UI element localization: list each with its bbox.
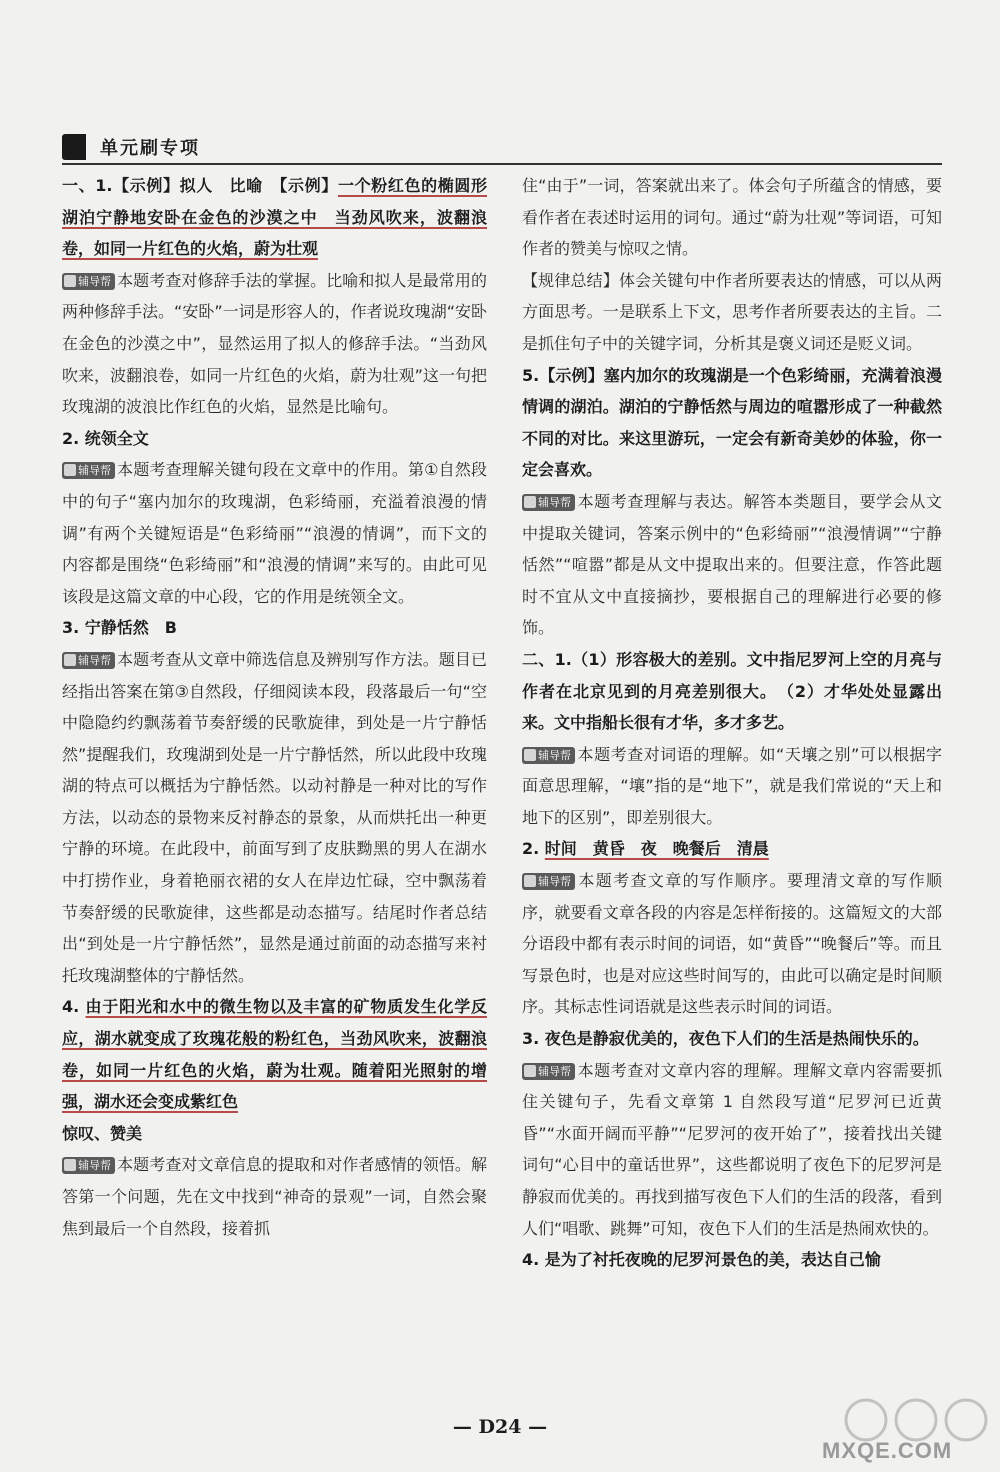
rule-label: 【规律总结】 bbox=[522, 270, 619, 290]
question-number: 4. bbox=[62, 997, 80, 1017]
tutor-icon bbox=[524, 749, 536, 761]
explanation-text: 本题考查对词语的理解。如“天壤之别”可以根据字面意思理解，“壤”指的是“地下”，就是我们常说的“天上和地下的区别”，即差别很大。 bbox=[522, 744, 942, 827]
tutor-tag: 辅导帮 bbox=[62, 652, 115, 669]
explanation-1 bbox=[62, 265, 487, 423]
rule-summary bbox=[522, 265, 942, 360]
answer-s2-1: 二、1.（1）形容极大的差别。文中指尼罗河上空的月亮与作者在北京见到的月亮差别很大。 （2）才华处处显露出来。文中指船长很有才华，多才多艺。 bbox=[522, 649, 942, 733]
left-column bbox=[62, 170, 487, 1244]
explanation-2 bbox=[62, 454, 487, 612]
answer-s2-4: 4. 是为了衬托夜晚的尼罗河景色的美，表达自己愉 bbox=[522, 1250, 881, 1270]
tutor-tag: 辅导帮 bbox=[522, 747, 575, 764]
explanation-text: 本题考查理解与表达。解答本类题目，要学会从文中提取关键词，答案示例中的“色彩绮丽”“浪漫情调”“宁静恬然”“喧嚣”都是从文中提取出来的。但要注意，作答此题时不宜从文中直接摘抄，要根据自己的理解进行必要的修饰。 bbox=[522, 491, 942, 638]
page-number: — D24 — bbox=[452, 1416, 548, 1438]
right-column bbox=[522, 170, 942, 1276]
answer-underlined: 一个粉红色的椭圆形湖泊宁静地安卧在金色的沙漠之中 当劲风吹来，波翻浪卷，如同一片红色的火焰，蔚为壮观 bbox=[62, 176, 487, 259]
rule-text: 体会关键句中作者所要表达的情感，可以从两方面思考。一是联系上下文，思考作者所要表达的主旨。二是抓住句子中的关键字词，分析其是褒义词还是贬义词。 bbox=[522, 270, 942, 353]
tutor-icon bbox=[64, 654, 76, 666]
tutor-icon bbox=[64, 464, 76, 476]
header-marker bbox=[62, 134, 86, 160]
tutor-tag: 辅导帮 bbox=[522, 494, 575, 511]
explanation-text: 本题考查理解关键句段在文章中的作用。第①自然段中的句子“塞内加尔的玫瑰湖，色彩绮丽，充溢着浪漫的情调”有两个关键短语是“色彩绮丽”“浪漫的情调”，而下文的内容都是围绕“色彩绮丽”和“浪漫的情调”来写的。由此可见该段是这篇文章的中心段，它的作用是统领全文。 bbox=[62, 460, 487, 606]
answer-s2-3: 3. 夜色是静寂优美的，夜色下人们的生活是热闹快乐的。 bbox=[522, 1029, 929, 1049]
tutor-tag: 辅导帮 bbox=[62, 273, 115, 290]
question-number: 2. bbox=[522, 839, 540, 859]
tutor-icon bbox=[64, 1159, 76, 1171]
question-number: 一、1. bbox=[62, 176, 113, 195]
explanation-4 bbox=[62, 1149, 487, 1244]
explanation-text: 本题考查从文章中筛选信息及辨别写作方法。题目已经指出答案在第③自然段，仔细阅读本段，段落最后一句“空中隐隐约约飘荡着节奏舒缓的民歌旋律，到处是一片宁静恬然”提醒我们，玫瑰湖到处是一片宁静恬然，所以此段中玫瑰湖的特点可以概括为宁静恬然。以动衬静是一种对比的写作方法，以动态的景物来反衬静态的景象，从而烘托出一种更宁静的环境。在此段中，前面写到了皮肤黝黑的男人在湖水中打捞作业，身着艳丽衣裙的女人在岸边忙碌，空中飘荡着节奏舒缓的民歌旋律，这些都是动态描写。结尾时作者总结出“到处是一片宁静恬然”，显然是通过前面的动态描写来衬托玫瑰湖整体的宁静恬然。 bbox=[62, 649, 487, 985]
explanation-text: 本题考查对文章内容的理解。理解文章内容需要抓住关键句子，先看文章第 1 自然段写道“尼罗河已近黄昏”“水面开阔而平静”“尼罗河的夜开始了”，接着找出关键词句“心目中的童话世界”，这些都说明了夜色下的尼罗河是静寂而优美的。再找到描写夜色下人们的生活的段落，看到人们“唱歌、跳舞”可知，夜色下人们的生活是热闹欢快的。 bbox=[522, 1060, 942, 1238]
explanation-5 bbox=[522, 486, 942, 644]
explanation-4-cont: 住“由于”一词，答案就出来了。体会句子所蕴含的情感，要看作者在表述时运用的词句。通过“蔚为壮观”等词语，可知作者的赞美与惊叹之情。 bbox=[522, 176, 942, 259]
section-title: 单元刷专项 bbox=[100, 138, 200, 159]
tutor-icon bbox=[524, 1065, 536, 1077]
tutor-icon bbox=[524, 496, 536, 508]
explanation-text: 本题考查文章的写作顺序。要理清文章的写作顺序，就要看文章各段的内容是怎样衔接的。这篇短文的大部分语段中都有表示时间的词语，如“黄昏”“晚餐后”等。而且写景色时，也是对应这些时间写的，由此可以确定是时间顺序。其标志性词语就是这些表示时间的词语。 bbox=[522, 871, 942, 1017]
tutor-tag: 辅导帮 bbox=[62, 1157, 115, 1174]
answer-4-emotion: 惊叹、赞美 bbox=[62, 1123, 143, 1143]
answer-5: 5.【示例】塞内加尔的玫瑰湖是一个色彩绮丽，充满着浪漫情调的湖泊。湖泊的宁静恬然与周边的喧嚣形成了一种截然不同的对比。来这里游玩，一定会有新奇美妙的体验，你一定会喜欢。 bbox=[522, 365, 942, 480]
tutor-tag: 辅导帮 bbox=[522, 1063, 575, 1080]
section-header bbox=[62, 134, 200, 160]
answer-4 bbox=[62, 991, 487, 1117]
answer-underlined: 时间 黄昏 夜 晚餐后 清晨 bbox=[544, 839, 769, 859]
explanation-s2-1 bbox=[522, 739, 942, 834]
header-divider bbox=[62, 163, 942, 165]
answer-underlined: 由于阳光和水中的微生物以及丰富的矿物质发生化学反应，湖水就变成了玫瑰花般的粉红色，当劲风吹来，波翻浪卷，如同一片红色的火焰，蔚为壮观。随着阳光照射的增强，湖水还会变成紫红色 bbox=[62, 997, 487, 1112]
tutor-tag: 辅导帮 bbox=[62, 462, 115, 479]
explanation-text: 本题考查对文章信息的提取和对作者感情的领悟。解答第一个问题，先在文中找到“神奇的景观”一词，自然会聚焦到最后一个自然段，接着抓 bbox=[62, 1155, 487, 1238]
answer-2: 2. 统领全文 bbox=[62, 428, 149, 448]
answer-3: 3. 宁静恬然 B bbox=[62, 618, 177, 638]
explanation-3 bbox=[62, 644, 487, 992]
answer-text: 【示例】拟人 比喻 【示例】 bbox=[112, 176, 338, 195]
tutor-tag: 辅导帮 bbox=[522, 873, 575, 890]
answer-1 bbox=[62, 170, 487, 265]
explanation-text: 本题考查对修辞手法的掌握。比喻和拟人是最常用的两种修辞手法。“安卧”一词是形容人的，作者说玫瑰湖“安卧在金色的沙漠之中”，显然运用了拟人的修辞手法。“当劲风吹来，波翻浪卷，如同一片红色的火焰，蔚为壮观”这一句把玫瑰湖的波浪比作红色的火焰，显然是比喻句。 bbox=[62, 270, 487, 417]
answer-s2-2 bbox=[522, 833, 942, 865]
watermark-text: MXQE.COM bbox=[822, 1438, 953, 1463]
tutor-icon bbox=[64, 275, 76, 287]
tutor-icon bbox=[524, 875, 536, 887]
explanation-s2-2 bbox=[522, 865, 942, 1023]
explanation-s2-3 bbox=[522, 1055, 942, 1245]
